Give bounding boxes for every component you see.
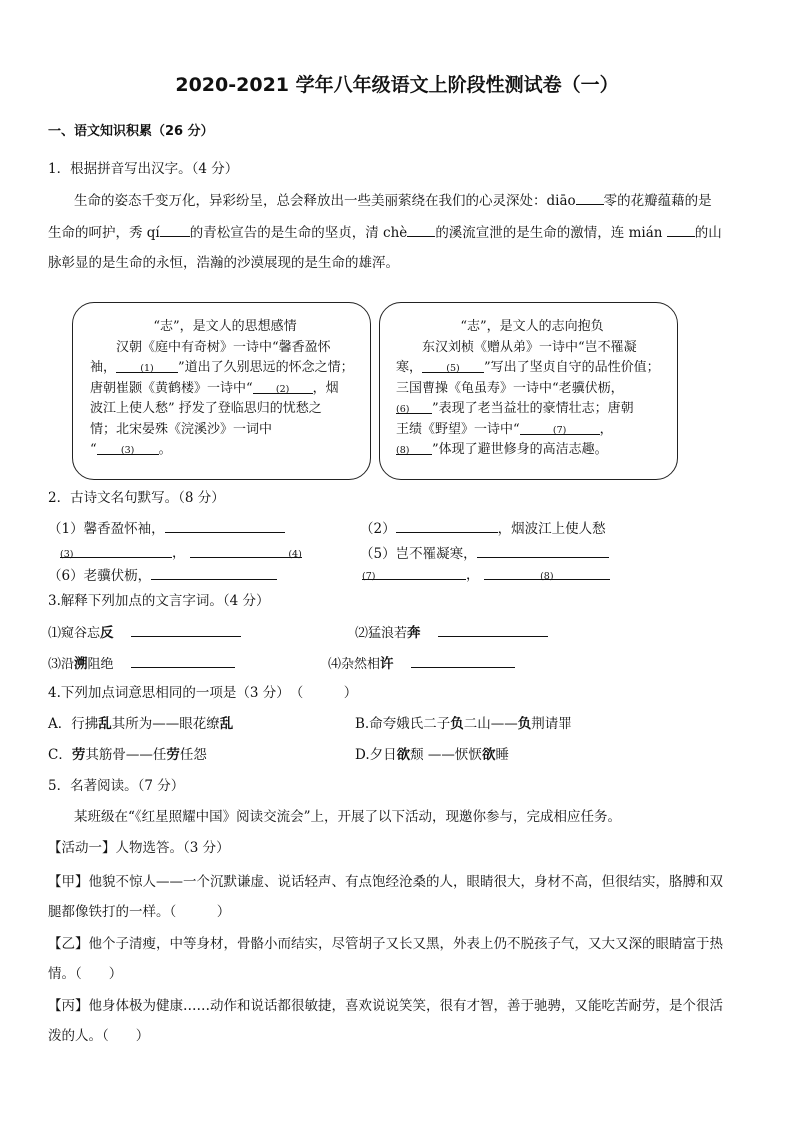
q5-jia-line-1: 【甲】他貌不惊人——一个沉默谦虚、说话轻声、有点饱经沧桑的人，眼睛很大，身材不高，但很结实，胳膊和双 [48, 874, 723, 890]
q5-yi-line-2: 情。（ ） [48, 966, 123, 982]
q4-option-c: C．劳其筋骨——任劳任怨 [48, 747, 207, 763]
q4-option-b: B.命夸娥氏二子负二山——负荆请罪 [355, 716, 572, 732]
q5-activity-1: 【活动一】人物选答。（3 分） [48, 840, 230, 856]
q2-item-7-8: (7) ， (8) [362, 565, 610, 585]
q3-heading: 3.解释下列加点的文言字词。（4 分） [48, 593, 270, 609]
section-heading-1: 一、语文知识积累（26 分） [48, 124, 214, 139]
q2-item-1: （1）馨香盈怀袖， [48, 518, 285, 539]
q5-yi-line-1: 【乙】他个子清瘦，中等身材，骨骼小而结实，尽管胡子又长又黑，外表上仍不脱孩子气，又大又深的眼睛富于热 [48, 936, 723, 952]
info-box-thoughts-text: “志”，是文人的思想感情 汉朝《庭中有奇树》一诗中“馨香盈怀 袖， (1) ”道出了久别思远的怀念之情； 唐朝崔颢《黄鹤楼》一诗中“ (2) ，烟 波江上使人愁” 抒发了登临思归的忧愁之 情；北宋晏殊《浣溪沙》一词中 “ (3) 。 [90, 319, 354, 457]
q4-option-d: D.夕日欲颓 ——恹恹欲睡 [355, 747, 509, 763]
info-box-aspirations-text: “志”，是文人的志向抱负 东汉刘桢《赠从弟》一诗中“岂不罹凝 寒， (5) ”写出了坚贞自守的品性价值； 三国曹操《龟虽寿》一诗中“老骥伏枥， (6) ”表现了老当益壮的豪情壮志；唐朝 王绩《野望》一诗中“ (7) ， (8) ”体现了避世修身的高洁志趣。 [396, 319, 660, 457]
q1-line-1: 生命的姿态千变万化，异彩纷呈，总会释放出一些美丽萦绕在我们的心灵深处：diāo 零的花瓣蕴藉的是 [74, 190, 712, 211]
q3-item-3: ⑶沿溯阻绝 [48, 653, 235, 675]
q5-intro: 某班级在“《红星照耀中国》阅读交流会”上，开展了以下活动，现邀你参与，完成相应任务。 [74, 809, 622, 825]
q5-bing-line-2: 泼的人。（ ） [48, 1028, 150, 1044]
q5-bing-line-1: 【丙】他身体极为健康……动作和说话都很敏捷，喜欢说说笑笑，很有才智，善于驰骋，又能吃苦耐劳，是个很活 [48, 998, 723, 1014]
q2-item-3-4: (3) ， (4) [60, 545, 302, 561]
q1-heading: 1．根据拼音写出汉字。（4 分） [48, 161, 239, 177]
q3-item-1: ⑴窥谷忘反 [48, 622, 241, 644]
page-title: 2020-2021 学年八年级语文上阶段性测试卷（一） [175, 74, 619, 96]
q4-option-a: A．行拂乱其所为——眼花缭乱 [48, 716, 234, 732]
q1-line-2: 生命的呵护，秀 qí 的青松宣告的是生命的坚贞，清 chè 的溪流宣泄的是生命的激情，连 mián 的山 [48, 222, 722, 243]
q4-heading: 4.下列加点词意思相同的一项是（3 分） （ ） [48, 685, 358, 701]
q3-item-2: ⑵猛浪若奔 [355, 622, 548, 644]
q2-item-6: （6）老骥伏枥， [48, 565, 277, 586]
q3-item-4: ⑷杂然相许 [328, 653, 515, 675]
q2-item-5: （5）岂不罹凝寒， [360, 543, 609, 564]
q5-jia-line-2: 腿都像铁打的一样。（ ） [48, 904, 231, 920]
q5-heading: 5．名著阅读。（7 分） [48, 778, 185, 794]
q1-line-3: 脉彰显的是生命的永恒，浩瀚的沙漠展现的是生命的雄浑。 [48, 255, 399, 271]
q2-item-2: （2） ，烟波江上使人愁 [360, 518, 606, 539]
q2-heading: 2．古诗文名句默写。（8 分） [48, 490, 225, 506]
